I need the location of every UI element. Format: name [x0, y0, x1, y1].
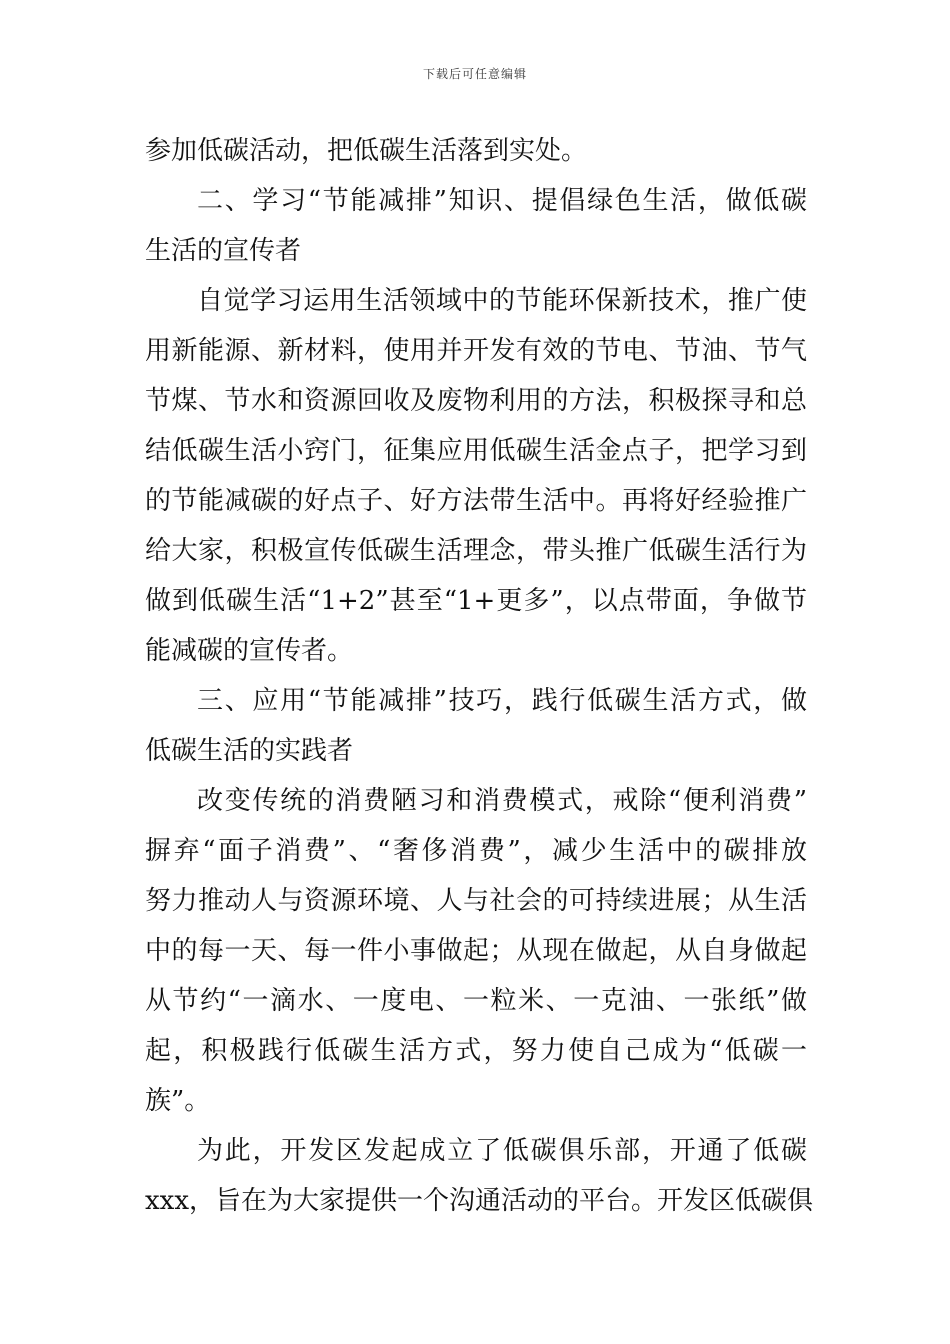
section-heading-line: 生活的宣传者	[145, 236, 302, 266]
section-heading-line: 三、应用“节能减排”技巧，践行低碳生活方式，做	[197, 686, 807, 716]
text-line: 自觉学习运用生活领域中的节能环保新技术，推广使	[197, 286, 807, 316]
text-line: 改变传统的消费陋习和消费模式，戒除“便利消费”	[197, 786, 807, 816]
text-line: 从节约“一滴水、一度电、一粒米、一克油、一张纸”做	[145, 986, 807, 1016]
text-line: xxx，旨在为大家提供一个沟通活动的平台。开发区低碳俱	[145, 1186, 813, 1216]
text-line: 为此，开发区发起成立了低碳俱乐部，开通了低碳	[197, 1136, 807, 1166]
document-body	[145, 126, 813, 1226]
text-line: 起，积极践行低碳生活方式，努力使自己成为“低碳一	[145, 1036, 807, 1066]
text-line: 的节能减碳的好点子、好方法带生活中。再将好经验推广	[145, 486, 807, 516]
text-line: 能减碳的宣传者。	[145, 636, 354, 666]
header-note: 下载后可任意编辑	[422, 67, 527, 81]
section-heading-line: 二、学习“节能减排”知识、提倡绿色生活，做低碳	[197, 186, 807, 216]
text-line: 给大家，积极宣传低碳生活理念，带头推广低碳生活行为	[145, 536, 807, 566]
text-line: 中的每一天、每一件小事做起；从现在做起，从自身做起	[145, 936, 807, 966]
text-line: 摒弃“面子消费”、“奢侈消费”，减少生活中的碳排放	[145, 836, 807, 866]
text-line: 参加低碳活动，把低碳生活落到实处。	[145, 136, 588, 166]
text-line: 结低碳生活小窍门，征集应用低碳生活金点子，把学习到	[145, 436, 807, 466]
text-line: 努力推动人与资源环境、人与社会的可持续进展；从生活	[145, 886, 807, 916]
section-heading-line: 低碳生活的实践者	[145, 736, 354, 766]
text-line: 做到低碳生活“1+2”甚至“1+更多”，以点带面，争做节	[145, 586, 807, 616]
text-line: 用新能源、新材料，使用并开发有效的节电、节油、节气	[145, 336, 807, 366]
text-line: 节煤、节水和资源回收及废物利用的方法，积极探寻和总	[145, 386, 807, 416]
text-line: 族”。	[145, 1086, 211, 1116]
